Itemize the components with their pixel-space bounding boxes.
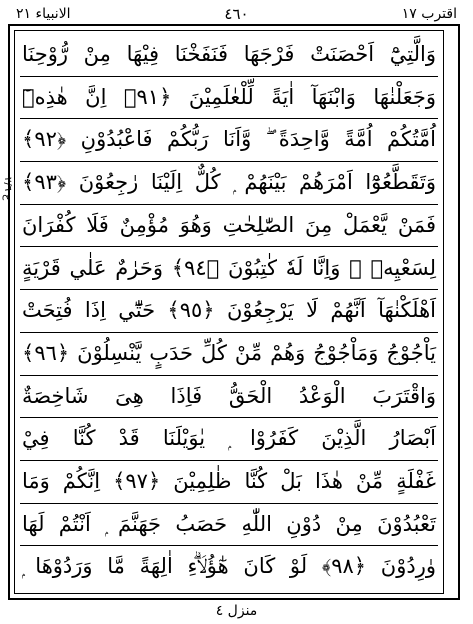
- text-line: فَمَنْ يَّعْمَلْ مِنَ الصّٰلِحٰتِ وَهُوَ مُؤْمِنٌ فَلَا كُفْرَانَ: [20, 205, 438, 248]
- text-line: تَعْبُدُوْنَ مِنْ دُوْنِ اللّٰهِ حَصَبُ جَهَنَّمَ ۭ اَنْتُمْ لَهَا: [20, 504, 438, 547]
- text-lines: [20, 34, 438, 590]
- text-line: وَالَّتِيْٓ اَحْصَنَتْ فَرْجَهَا فَنَفَخْنَا فِيْهَا مِنْ رُّوْحِنَا: [20, 34, 438, 77]
- text-line: وٰرِدُوْنَ ﴿٩٨﴾ لَوْ كَانَ هٰٓؤُلَاۗءِ اٰلِهَةً مَّا وَرَدُوْهَا ۭ: [22, 554, 436, 579]
- text-line: اَبْصَارُ الَّذِيْنَ كَفَرُوْا ۭ يٰوَيْلَنَا قَدْ كُنَّا فِيْ: [20, 418, 438, 461]
- surah-title: الانبياء ٢١: [16, 6, 71, 22]
- page-header: [10, 4, 463, 26]
- text-line: يَاْجُوْجُ وَمَاْجُوْجُ وَهُمْ مِّنْ كُلِّ حَدَبٍ يَّنْسِلُوْنَ ﴿٩٦﴾: [20, 333, 438, 376]
- text-line: وَجَعَلْنٰهَا وَابْنَهَآ اٰيَةً لِّلْعٰلَمِيْنَ ﴿٩١﴾ اِنَّ هٰذِهٖٓ: [20, 77, 438, 120]
- ruku-marker: ع ٢/٦: [2, 177, 13, 201]
- page-number: ٤٦٠: [224, 5, 249, 23]
- text-line: غَفْلَةٍ مِّنْ هٰذَا بَلْ كُنَّا ظٰلِمِيْنَ ﴿٩٧﴾ اِنَّكُمْ وَمَا: [20, 461, 438, 504]
- text-line: وَتَقَطَّعُوْٓا اَمْرَهُمْ بَيْنَهُمْ ۭ كُلٌّ اِلَيْنَا رٰجِعُوْنَ ﴿٩٣﴾: [20, 162, 438, 205]
- text-line: اَهْلَكْنٰهَآ اَنَّهُمْ لَا يَرْجِعُوْنَ ﴿٩٥﴾ حَتّٰٓي اِذَا فُتِحَتْ: [20, 290, 438, 333]
- text-line: وَاقْتَرَبَ الْوَعْدُ الْحَقُّ فَاِذَا هِىَ شَاخِصَةٌ: [20, 376, 438, 419]
- text-line: لِسَعْيِهٖ ۚ وَاِنَّا لَهٗ كٰتِبُوْنَ ﴿٩٤﴾ وَحَرٰمٌ عَلٰي قَرْيَةٍ: [20, 248, 438, 291]
- juz-title: اقترب ١٧: [401, 6, 457, 22]
- manzil-footer: منزل ٤: [215, 603, 258, 619]
- text-line: اُمَّتُكُمْ اُمَّةً وَّاحِدَةً ۖ وَّاَنَا رَبُّكُمْ فَاعْبُدُوْنِ ﴿٩٢﴾: [20, 119, 438, 162]
